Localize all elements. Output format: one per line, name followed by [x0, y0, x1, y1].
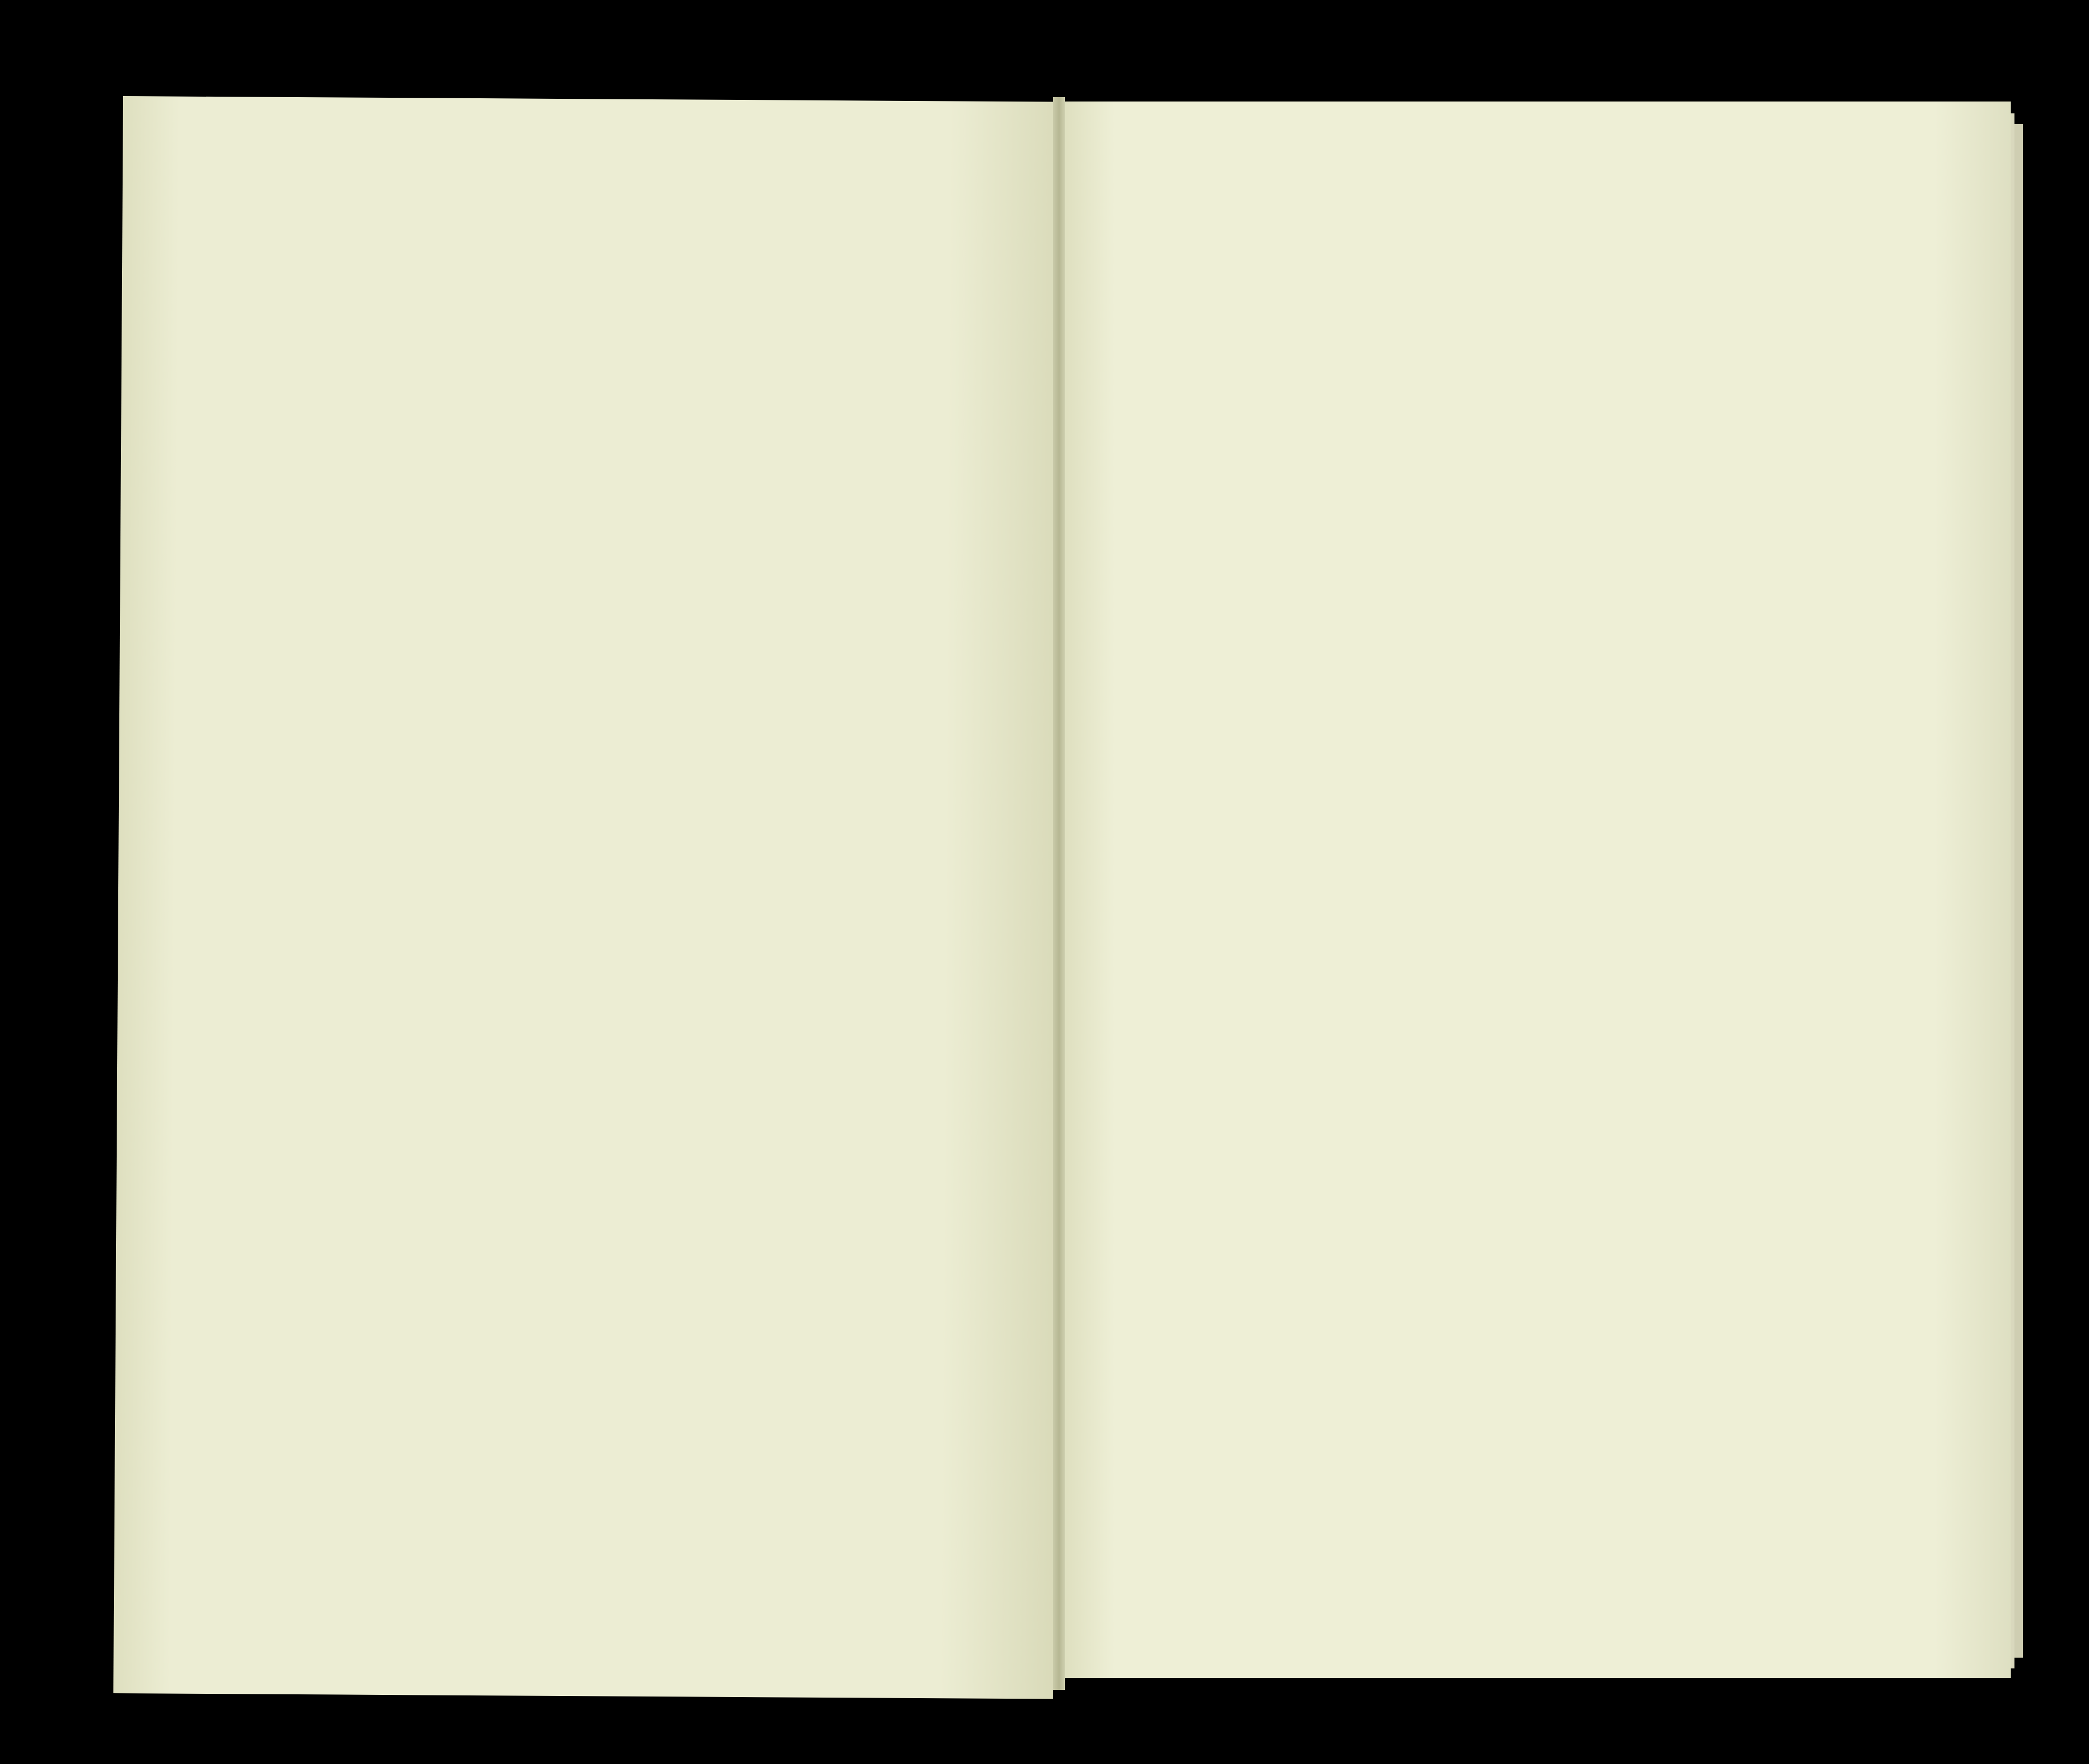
left-page [113, 96, 1063, 1699]
right-page [1057, 102, 2011, 1678]
book-spine [1053, 97, 1065, 1690]
